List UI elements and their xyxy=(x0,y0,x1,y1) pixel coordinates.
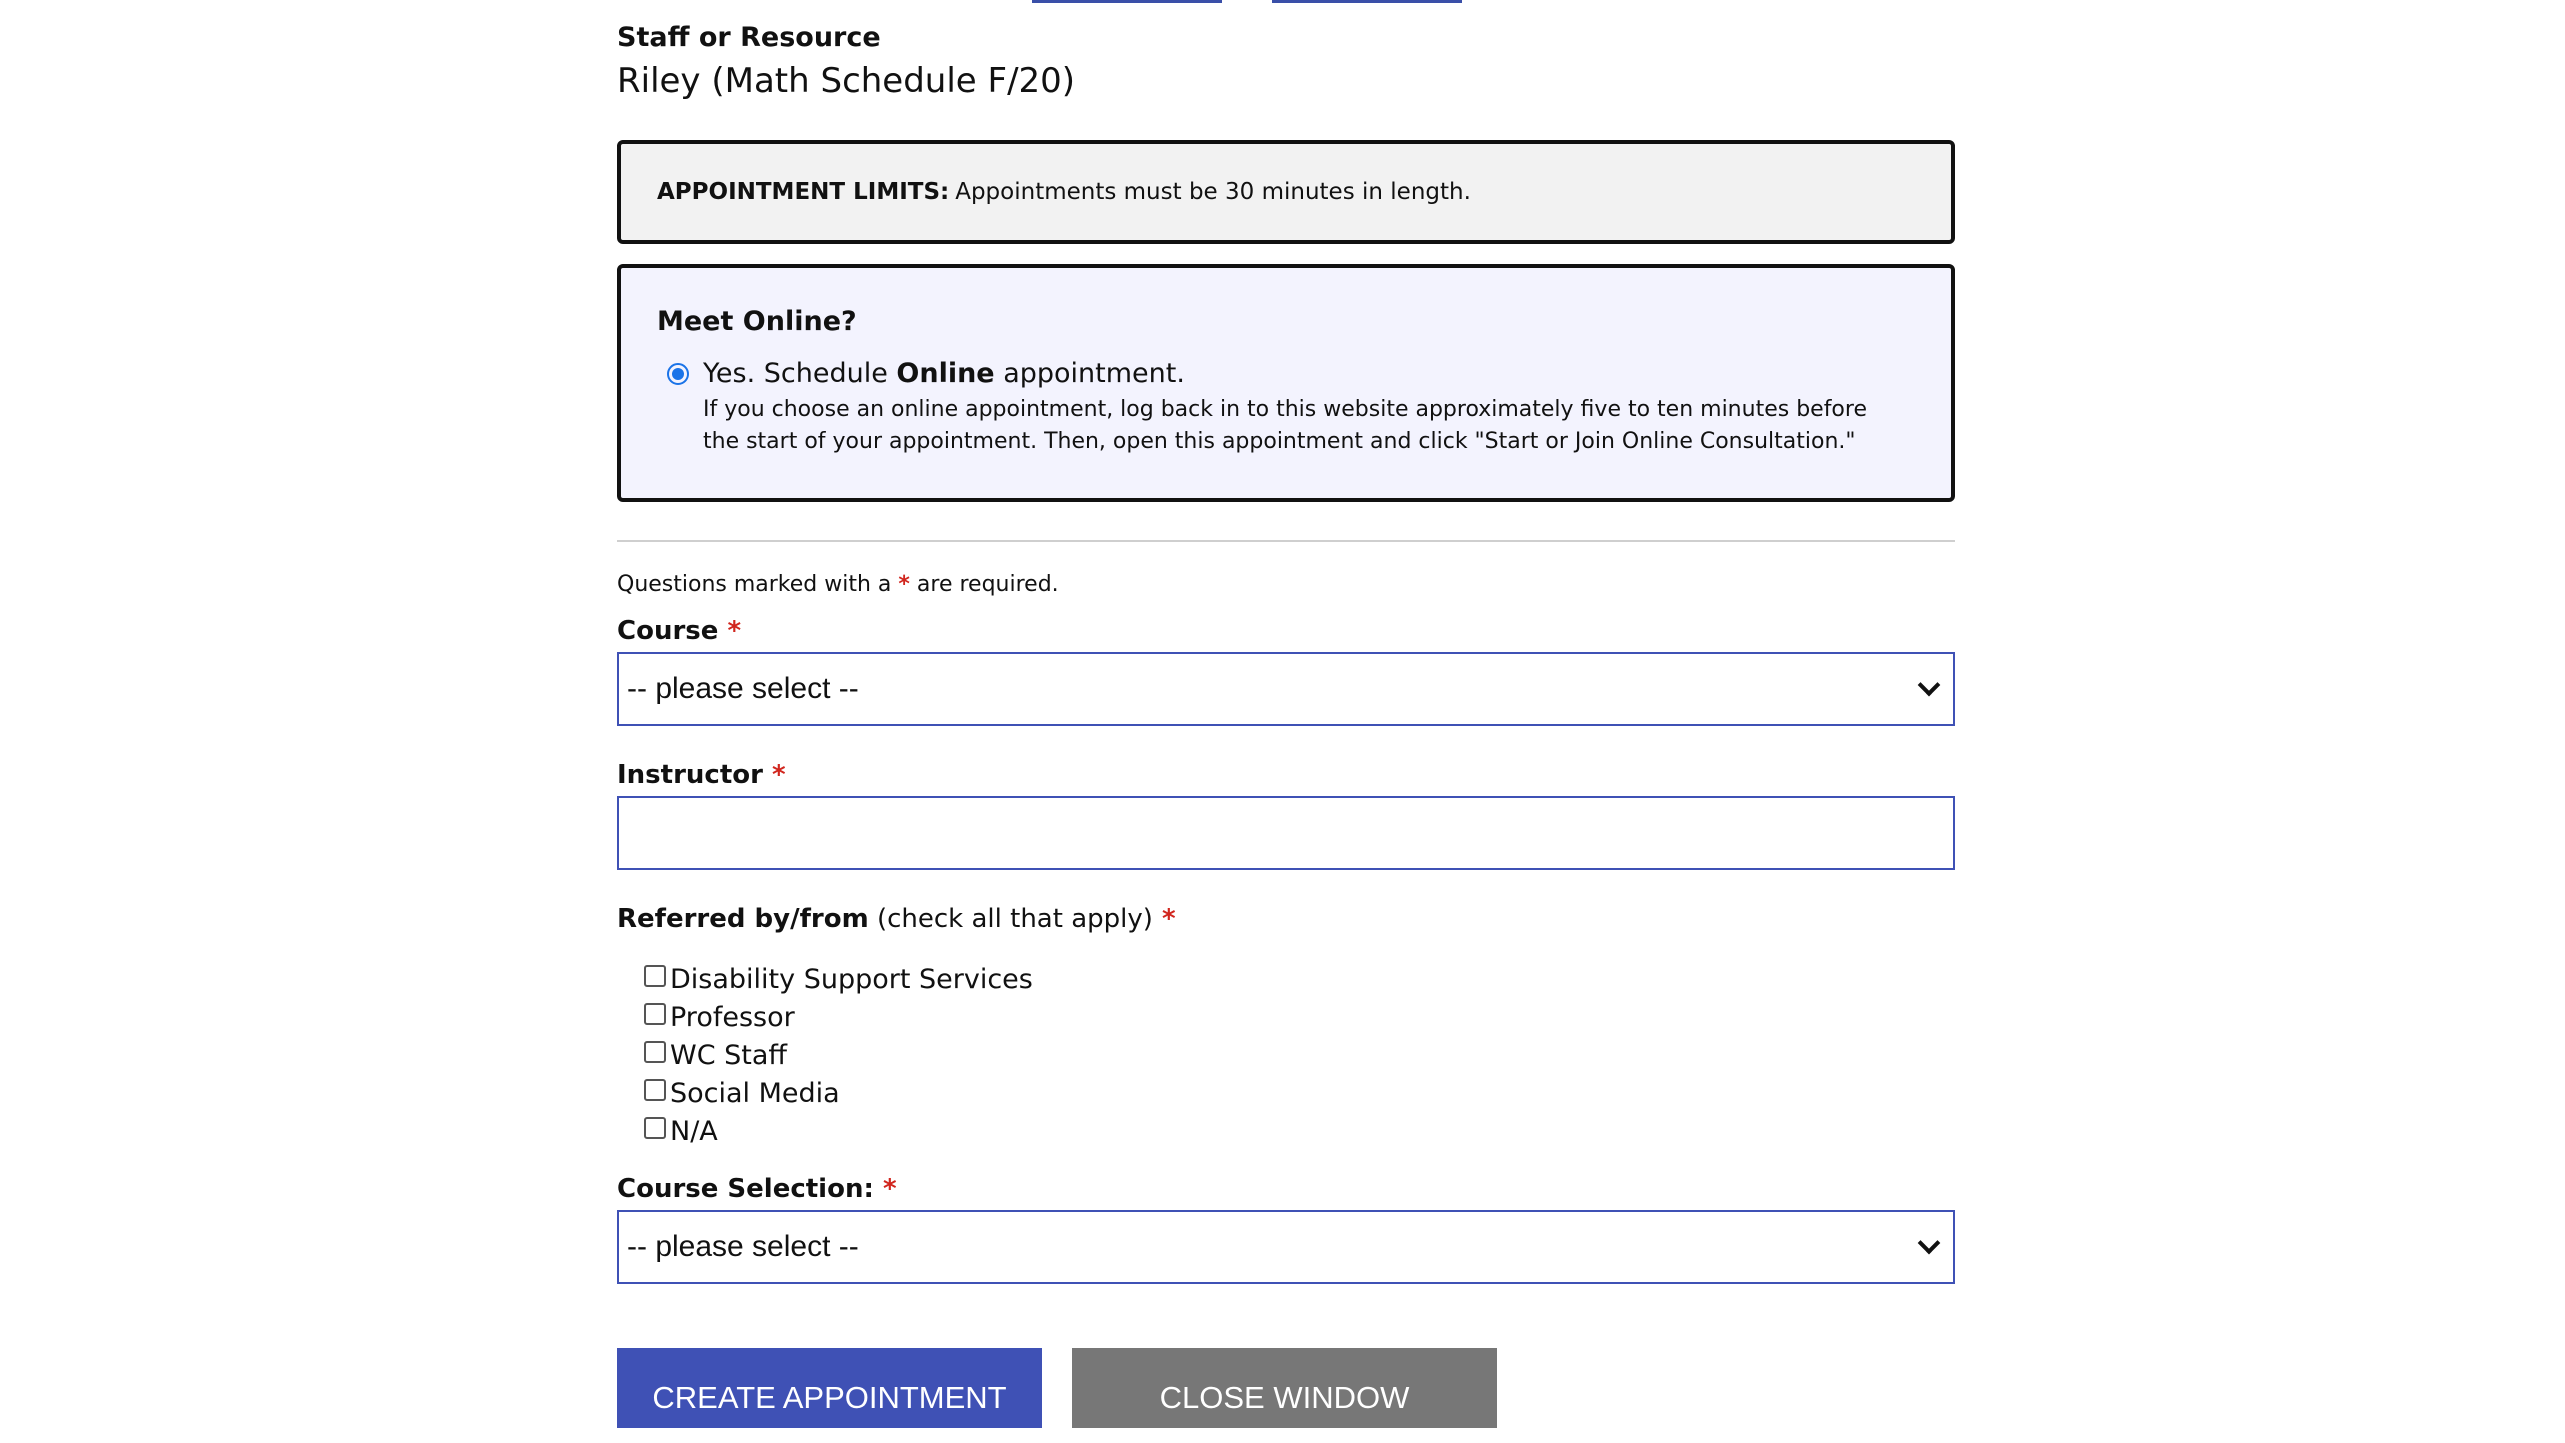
course-label xyxy=(617,614,1955,648)
checkbox[interactable] xyxy=(644,1117,666,1139)
course-select-value: -- please select -- xyxy=(627,672,859,705)
course-selection-value: -- please select -- xyxy=(627,1230,859,1263)
checkbox-row-disability-support[interactable] xyxy=(644,960,1955,998)
staff-label: Staff or Resource xyxy=(617,22,881,53)
required-note-prefix: Questions marked with a xyxy=(617,572,899,597)
top-tab-strip xyxy=(1032,0,1462,3)
required-star: * xyxy=(882,1174,897,1204)
top-tab-1[interactable] xyxy=(1032,0,1222,3)
required-note-suffix: are required. xyxy=(909,572,1059,597)
required-note xyxy=(617,570,1955,600)
instructor-label xyxy=(617,758,1955,792)
checkbox-row-social-media[interactable] xyxy=(644,1074,1955,1112)
meet-online-box xyxy=(617,264,1955,502)
instructor-field xyxy=(617,758,1955,870)
checkbox-label: WC Staff xyxy=(670,1039,788,1071)
form-content xyxy=(617,20,1955,1428)
form-buttons xyxy=(617,1348,1955,1428)
course-select[interactable] xyxy=(617,652,1955,726)
limits-label: APPOINTMENT LIMITS: xyxy=(657,179,950,205)
checkbox[interactable] xyxy=(644,1079,666,1101)
course-selection-select[interactable] xyxy=(617,1210,1955,1284)
course-selection-field xyxy=(617,1172,1955,1284)
option-bold: Online xyxy=(896,358,995,389)
instructor-input[interactable] xyxy=(617,796,1955,870)
divider xyxy=(617,540,1955,542)
chevron-down-icon xyxy=(1918,1232,1941,1255)
appointment-limits-box xyxy=(617,140,1955,244)
online-help-text: If you choose an online appointment, log back in to this website approximately five to ten minutes before the start of your appointment. Then, open this appointment and click "Start or Join Online Consultation." xyxy=(703,397,1867,454)
course-selection-label xyxy=(617,1172,1955,1206)
online-option-label[interactable] xyxy=(703,356,1903,392)
required-star: * xyxy=(1161,904,1176,934)
referred-label xyxy=(617,902,1955,936)
checkbox[interactable] xyxy=(644,1003,666,1025)
checkbox-label: N/A xyxy=(670,1115,718,1147)
checkbox[interactable] xyxy=(644,1041,666,1063)
course-label-text: Course xyxy=(617,616,719,646)
top-tab-2[interactable] xyxy=(1272,0,1462,3)
referred-label-text: Referred by/from xyxy=(617,904,869,934)
required-star: * xyxy=(772,760,786,790)
chevron-down-icon xyxy=(1918,674,1941,697)
staff-value: Riley (Math Schedule F/20) xyxy=(617,61,1076,101)
checkbox-row-na[interactable] xyxy=(644,1112,1955,1150)
checkbox-label: Disability Support Services xyxy=(670,963,1033,995)
checkbox-label: Professor xyxy=(670,1001,795,1033)
online-option-text xyxy=(703,356,1903,458)
online-option-row[interactable] xyxy=(657,356,1915,458)
required-star: * xyxy=(727,616,742,646)
checkbox-label: Social Media xyxy=(670,1077,840,1109)
referred-field xyxy=(617,902,1955,1150)
course-selection-label-text: Course Selection: xyxy=(617,1174,874,1204)
limits-text: Appointments must be 30 minutes in length. xyxy=(955,179,1471,205)
instructor-label-text: Instructor xyxy=(617,760,763,790)
referred-checkbox-list xyxy=(617,960,1955,1150)
required-star: * xyxy=(898,572,910,597)
checkbox[interactable] xyxy=(644,965,666,987)
meet-online-title: Meet Online? xyxy=(657,306,857,337)
option-suffix: appointment. xyxy=(994,358,1185,389)
referred-note: (check all that apply) xyxy=(868,904,1153,934)
checkbox-row-wc-staff[interactable] xyxy=(644,1036,1955,1074)
online-radio[interactable] xyxy=(667,363,689,385)
close-window-button[interactable]: CLOSE WINDOW xyxy=(1072,1348,1497,1428)
checkbox-row-professor[interactable] xyxy=(644,998,1955,1036)
option-prefix: Yes. Schedule xyxy=(703,358,897,389)
create-appointment-button[interactable]: CREATE APPOINTMENT xyxy=(617,1348,1042,1428)
course-field xyxy=(617,614,1955,726)
